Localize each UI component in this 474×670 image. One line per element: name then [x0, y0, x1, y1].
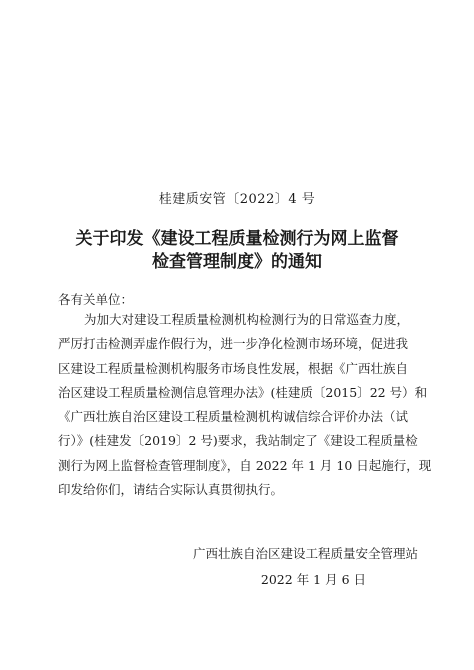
body-line: 行）》(桂建发〔2019〕2 号)要求，我站制定了《建设工程质量检	[58, 433, 418, 449]
body-line: 区建设工程质量检测机构服务市场良性发展，根据《广西壮族自	[58, 360, 409, 376]
body-line: 治区建设工程质量检测信息管理办法》(桂建质〔2015〕22 号）和	[58, 384, 428, 400]
issuer-signature: 广西壮族自治区建设工程质量安全管理站	[192, 546, 418, 561]
title-line: 检查管理制度》的通知	[152, 252, 322, 272]
body-line: 印发给你们，请结合实际认真贯彻执行。	[58, 482, 284, 498]
document-number: 桂建质安管〔2022〕4 号	[158, 192, 316, 207]
document-title	[40, 228, 434, 274]
body-line: 严厉打击检测弄虚作假行为，进一步净化检测市场环境，促进我	[58, 336, 409, 352]
body-line: 为加大对建设工程质量检测机构检测行为的日常巡查力度，	[84, 312, 410, 327]
title-line: 关于印发《建设工程质量检测行为网上监督	[75, 229, 399, 249]
body-line: 《广西壮族自治区建设工程质量检测机构诚信综合评价办法（试	[58, 409, 409, 425]
issue-date: 2022 年 1 月 6 日	[260, 572, 366, 587]
body-line: 测行为网上监督检查管理制度》，自 2022 年 1 月 10 日起施行，现	[58, 457, 432, 473]
salutation: 各有关单位：	[58, 292, 134, 307]
body-paragraph	[58, 308, 432, 502]
